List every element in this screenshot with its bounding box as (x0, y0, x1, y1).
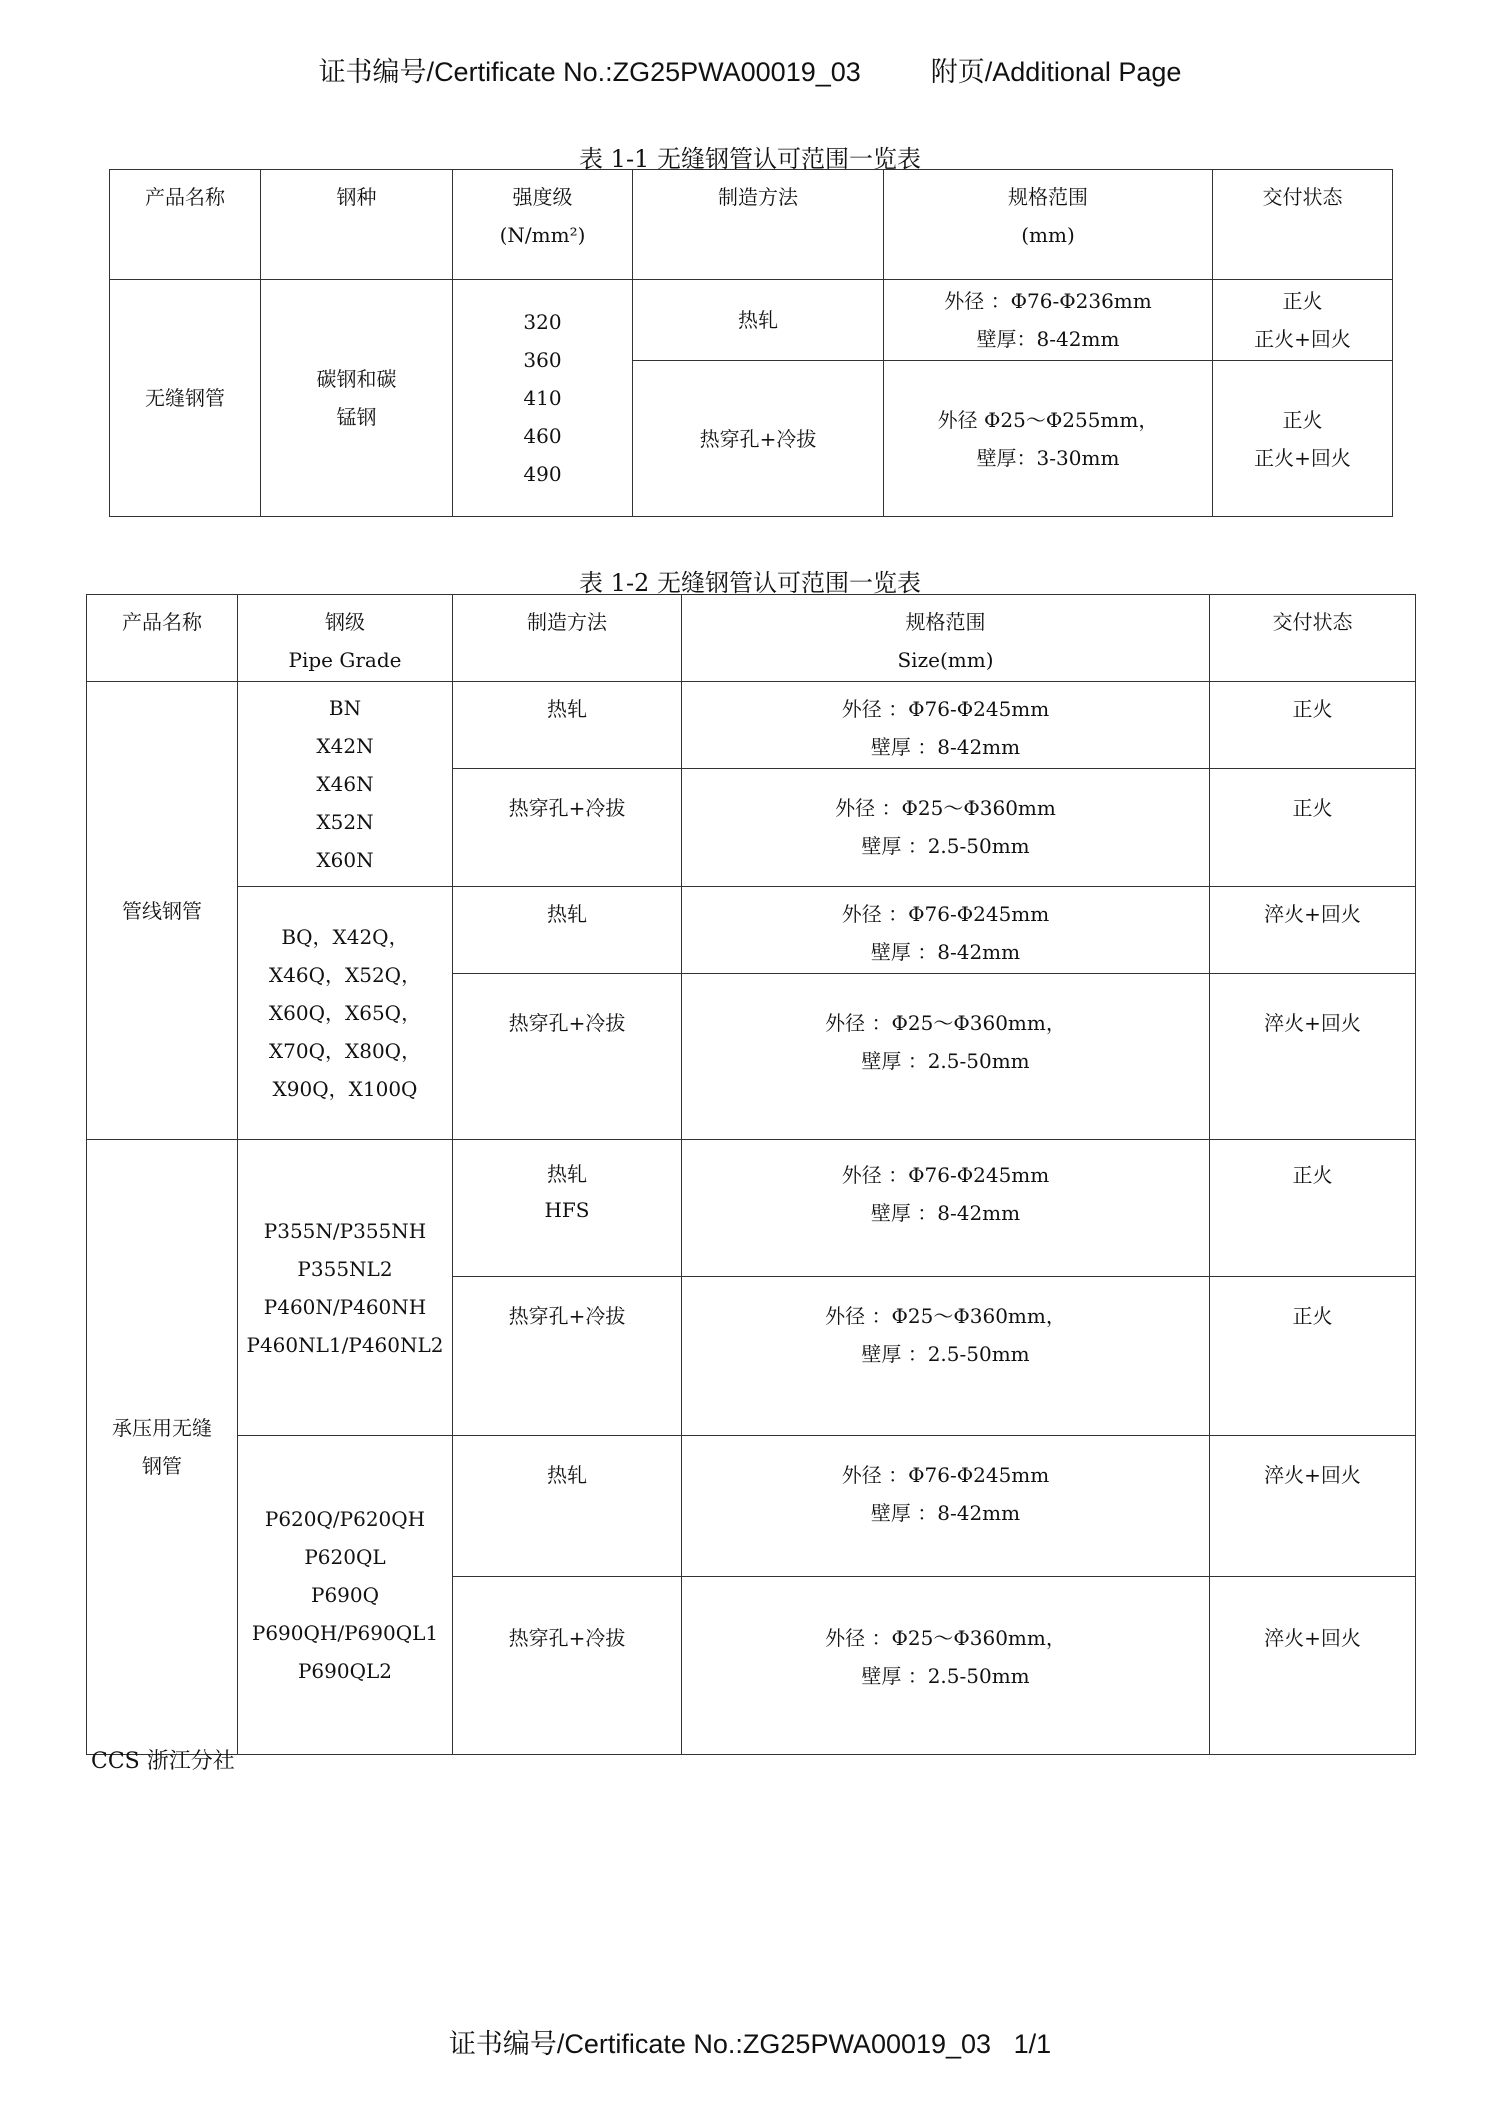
table2-method: 热穿孔+冷拔 (453, 974, 682, 1140)
table1-delivery: 正火 正火+回火 (1213, 280, 1393, 361)
page-header (0, 50, 1500, 89)
table2-product: 管线钢管 (87, 682, 238, 1140)
table2-spec: 外径 ：Φ25～Φ360mm 壁厚 ：2.5-50mm (682, 769, 1210, 887)
table2-grade: BN X42N X46N X52N X60N (238, 682, 453, 887)
table-1-1 (109, 169, 1393, 517)
table2-method: 热穿孔+冷拔 (453, 1577, 682, 1755)
table1-spec: 外径 Φ25～Φ255mm， 壁厚：3-30mm (884, 361, 1213, 517)
page-footer (0, 2022, 1500, 2061)
table2-spec: 外径 ：Φ76-Φ245mm 壁厚 ：8-42mm (682, 682, 1210, 769)
table2-delivery: 正火 (1210, 682, 1416, 769)
table2-method: 热穿孔+冷拔 (453, 1277, 682, 1436)
table-1-2 (86, 594, 1416, 1755)
table-row (87, 1140, 1416, 1277)
table1-header-delivery: 交付状态 (1213, 170, 1393, 280)
table1-header-method: 制造方法 (633, 170, 884, 280)
table2-delivery: 淬火+回火 (1210, 1436, 1416, 1577)
table2-caption: 表 1-2 无缝钢管认可范围一览表 (579, 569, 921, 597)
table2-spec: 外径 ：Φ76-Φ245mm 壁厚 ：8-42mm (682, 1436, 1210, 1577)
table2-delivery: 淬火+回火 (1210, 974, 1416, 1140)
table1-method: 热穿孔+冷拔 (633, 361, 884, 517)
page-number: 1/1 (1013, 2029, 1052, 2059)
table2-product: 承压用无缝 钢管 (87, 1140, 238, 1755)
table2-grade: P620Q/P620QH P620QL P690Q P690QH/P690QL1 P690QL2 (238, 1436, 453, 1755)
table2-header-spec: 规格范围 Size(mm) (682, 595, 1210, 682)
table2-grade: P355N/P355NH P355NL2 P460N/P460NH P460NL1/P460NL2 (238, 1140, 453, 1436)
table2-spec: 外径 ：Φ25～Φ360mm， 壁厚 ：2.5-50mm (682, 1577, 1210, 1755)
table-row (87, 682, 1416, 769)
table1-delivery: 正火 正火+回火 (1213, 361, 1393, 517)
table2-delivery: 正火 (1210, 1140, 1416, 1277)
table2-header-delivery: 交付状态 (1210, 595, 1416, 682)
table2-spec: 外径 ：Φ25～Φ360mm， 壁厚 ：2.5-50mm (682, 974, 1210, 1140)
table1-header-steel: 钢种 (261, 170, 453, 280)
table1-header-row (110, 170, 1393, 280)
footer-certificate-no: 证书编号/Certificate No.:ZG25PWA00019_03 (448, 2029, 992, 2059)
table1-header-strength: 强度级 (N/mm²) (453, 170, 633, 280)
table1-header-product: 产品名称 (110, 170, 261, 280)
table2-delivery: 正火 (1210, 769, 1416, 887)
table1-product: 无缝钢管 (110, 280, 261, 517)
table1-method: 热轧 (633, 280, 884, 361)
table1-header-spec: 规格范围 (mm) (884, 170, 1213, 280)
table-row (110, 280, 1393, 361)
table2-method: 热轧 HFS (453, 1140, 682, 1277)
table-row (87, 1436, 1416, 1577)
table2-grade: BQ，X42Q， X46Q，X52Q， X60Q，X65Q， X70Q，X80Q， X90Q，X100Q (238, 887, 453, 1140)
table2-header-product: 产品名称 (87, 595, 238, 682)
table2-header-row (87, 595, 1416, 682)
table2-header-method: 制造方法 (453, 595, 682, 682)
table2-delivery: 正火 (1210, 1277, 1416, 1436)
table2-header-grade: 钢级 Pipe Grade (238, 595, 453, 682)
header-additional-page: 附页/Additional Page (930, 57, 1182, 87)
table2-method: 热轧 (453, 887, 682, 974)
table2-spec: 外径 ：Φ25～Φ360mm， 壁厚 ：2.5-50mm (682, 1277, 1210, 1436)
table2-delivery: 淬火+回火 (1210, 1577, 1416, 1755)
table2-method: 热轧 (453, 1436, 682, 1577)
table2-method: 热穿孔+冷拔 (453, 769, 682, 887)
table-row (87, 887, 1416, 974)
table1-spec: 外径 ：Φ76-Φ236mm 壁厚：8-42mm (884, 280, 1213, 361)
table1-strength: 320 360 410 460 490 (453, 280, 633, 517)
table1-steel: 碳钢和碳 锰钢 (261, 280, 453, 517)
header-certificate-no: 证书编号/Certificate No.:ZG25PWA00019_03 (318, 57, 861, 87)
table2-spec: 外径 ：Φ76-Φ245mm 壁厚 ：8-42mm (682, 887, 1210, 974)
table1-caption: 表 1-1 无缝钢管认可范围一览表 (579, 145, 921, 173)
issuer-office: CCS 浙江分社 (91, 1749, 235, 1774)
table2-spec: 外径 ：Φ76-Φ245mm 壁厚 ：8-42mm (682, 1140, 1210, 1277)
table2-delivery: 淬火+回火 (1210, 887, 1416, 974)
table2-method: 热轧 (453, 682, 682, 769)
